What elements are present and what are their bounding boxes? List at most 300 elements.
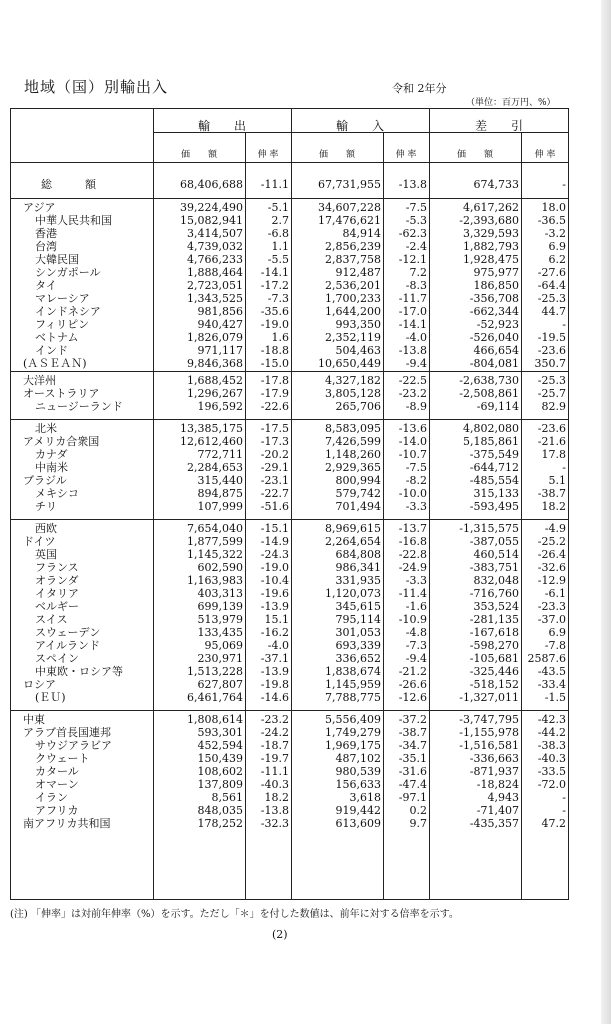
balance-rate: 82.9: [541, 400, 566, 413]
balance-value: -716,760: [469, 587, 519, 600]
import-value: 331,935: [335, 574, 381, 587]
balance-rate: 6.9: [548, 626, 566, 639]
export-value: 981,856: [197, 305, 243, 318]
export-rate: -14.1: [260, 266, 289, 279]
export-value: 602,590: [197, 561, 243, 574]
balance-value: -804,081: [469, 357, 519, 370]
export-rate: -40.3: [260, 778, 289, 791]
import-value: 4,327,182: [325, 374, 381, 387]
balance-rate: -25.3: [537, 374, 566, 387]
table-row: [11, 548, 568, 561]
import-rate: -12.1: [398, 253, 427, 266]
table-row: [11, 678, 568, 691]
table-row: [11, 266, 568, 279]
row-label: カタール: [35, 765, 79, 778]
balance-value: 4,802,080: [463, 422, 519, 435]
export-value: 1,688,452: [187, 374, 243, 387]
export-value: 15,082,941: [180, 214, 243, 227]
export-value: 1,888,464: [187, 266, 243, 279]
table-row: [11, 561, 568, 574]
balance-value: -644,712: [469, 461, 519, 474]
export-rate: 18.2: [264, 791, 289, 804]
import-rate: -7.5: [405, 461, 427, 474]
import-value: 34,607,228: [318, 201, 381, 214]
balance-rate: -3.2: [544, 227, 566, 240]
export-rate: -37.1: [260, 652, 289, 665]
balance-value: -1,315,575: [459, 522, 519, 535]
export-rate: -14.6: [260, 691, 289, 704]
header-export: 輸 出: [197, 119, 246, 133]
table-row: [11, 435, 568, 448]
import-rate: -8.2: [405, 474, 427, 487]
import-rate: -16.8: [398, 535, 427, 548]
row-label: イタリア: [35, 587, 79, 600]
export-value: 1,343,525: [187, 292, 243, 305]
balance-rate: -37.0: [537, 613, 566, 626]
import-rate: -12.6: [398, 691, 427, 704]
subheader-balance-value: 価 額: [456, 150, 493, 160]
row-label: ニュージーランド: [35, 400, 123, 413]
balance-rate: -25.7: [537, 387, 566, 400]
header-bottom-line: [11, 162, 568, 163]
import-value: 800,994: [335, 474, 381, 487]
import-value: 912,487: [335, 266, 381, 279]
row-label: スペイン: [35, 652, 79, 665]
export-value: 1,826,079: [187, 331, 243, 344]
balance-value: 466,654: [473, 344, 519, 357]
import-rate: -1.6: [405, 600, 427, 613]
table-row: [11, 739, 568, 752]
import-rate: -13.6: [398, 422, 427, 435]
row-label: 英国: [35, 548, 57, 561]
balance-value: -2,638,730: [459, 374, 519, 387]
export-rate: -32.3: [260, 817, 289, 830]
table-row: [11, 778, 568, 791]
export-rate: -11.1: [260, 765, 289, 778]
export-value: 513,979: [197, 613, 243, 626]
table-row: [11, 487, 568, 500]
import-rate: -3.3: [405, 574, 427, 587]
balance-rate: -36.5: [537, 214, 566, 227]
import-rate: -9.4: [405, 652, 427, 665]
export-value: 68,406,688: [180, 178, 243, 191]
export-value: 2,284,653: [187, 461, 243, 474]
export-rate: -19.8: [260, 678, 289, 691]
export-value: 894,875: [197, 487, 243, 500]
export-rate: -5.5: [267, 253, 289, 266]
balance-rate: -6.1: [544, 587, 566, 600]
export-rate: -18.7: [260, 739, 289, 752]
table-row: [11, 587, 568, 600]
row-label: アラブ首長国連邦: [23, 726, 111, 739]
table-row: [11, 665, 568, 678]
export-rate: -20.2: [260, 448, 289, 461]
import-value: 986,341: [335, 561, 381, 574]
import-value: 2,536,201: [325, 279, 381, 292]
export-value: 627,807: [197, 678, 243, 691]
import-value: 613,609: [335, 817, 381, 830]
export-rate: -17.9: [260, 387, 289, 400]
export-rate: 1.6: [271, 331, 289, 344]
balance-value: -356,708: [469, 292, 519, 305]
import-rate: 9.7: [409, 817, 427, 830]
balance-rate: -26.4: [537, 548, 566, 561]
balance-rate: -42.3: [537, 713, 566, 726]
import-rate: -47.4: [398, 778, 427, 791]
row-label: タイ: [35, 279, 57, 292]
table-row: [11, 227, 568, 240]
export-value: 1,513,228: [187, 665, 243, 678]
export-rate: -24.2: [260, 726, 289, 739]
section-rule: [11, 519, 568, 520]
row-label: スイス: [35, 613, 68, 626]
import-value: 1,700,233: [325, 292, 381, 305]
table-row: [11, 305, 568, 318]
balance-rate: -64.4: [537, 279, 566, 292]
import-rate: -10.0: [398, 487, 427, 500]
balance-value: -871,937: [469, 765, 519, 778]
table-row: [11, 178, 568, 191]
import-value: 504,463: [335, 344, 381, 357]
import-rate: -4.0: [405, 331, 427, 344]
export-rate: 2.7: [271, 214, 289, 227]
export-value: 4,739,032: [187, 240, 243, 253]
section-rule: [11, 371, 568, 372]
table-row: [11, 522, 568, 535]
balance-value: -1,155,978: [459, 726, 519, 739]
balance-value: 1,928,475: [463, 253, 519, 266]
balance-rate: -7.8: [544, 639, 566, 652]
export-rate: -15.0: [260, 357, 289, 370]
import-rate: -2.4: [405, 240, 427, 253]
import-value: 5,556,409: [325, 713, 381, 726]
export-rate: -14.9: [260, 535, 289, 548]
export-value: 39,224,490: [180, 201, 243, 214]
export-value: 178,252: [197, 817, 243, 830]
table-row: [11, 318, 568, 331]
balance-value: 1,882,793: [463, 240, 519, 253]
table-row: [11, 400, 568, 413]
import-value: 8,969,615: [325, 522, 381, 535]
balance-value: -518,152: [469, 678, 519, 691]
row-label: 中東欧・ロシア等: [35, 665, 123, 678]
balance-rate: -72.0: [537, 778, 566, 791]
balance-rate: 5.1: [548, 474, 566, 487]
export-value: 8,561: [211, 791, 243, 804]
table-row: [11, 626, 568, 639]
balance-rate: -33.5: [537, 765, 566, 778]
balance-rate: 6.2: [548, 253, 566, 266]
balance-value: 353,524: [473, 600, 519, 613]
balance-rate: -1.5: [544, 691, 566, 704]
import-rate: -97.1: [398, 791, 427, 804]
table-row: [11, 201, 568, 214]
table-row: [11, 422, 568, 435]
import-rate: -37.2: [398, 713, 427, 726]
import-value: 1,145,959: [325, 678, 381, 691]
export-rate: -7.3: [267, 292, 289, 305]
export-rate: -10.4: [260, 574, 289, 587]
import-value: 10,650,449: [318, 357, 381, 370]
import-value: 8,583,095: [325, 422, 381, 435]
import-value: 2,856,239: [325, 240, 381, 253]
balance-value: -526,040: [469, 331, 519, 344]
export-value: 9,846,368: [187, 357, 243, 370]
import-value: 3,618: [349, 791, 381, 804]
import-value: 693,339: [335, 639, 381, 652]
import-value: 1,749,279: [325, 726, 381, 739]
balance-value: 186,850: [473, 279, 519, 292]
import-value: 7,788,775: [325, 691, 381, 704]
import-value: 265,706: [335, 400, 381, 413]
balance-value: 674,733: [473, 178, 519, 191]
export-value: 315,440: [197, 474, 243, 487]
import-value: 2,264,654: [325, 535, 381, 548]
subheader-import-rate: 伸 率: [395, 150, 417, 160]
export-rate: -13.9: [260, 665, 289, 678]
table-row: [11, 765, 568, 778]
balance-rate: -23.6: [537, 422, 566, 435]
subheader-balance-rate: 伸 率: [534, 150, 556, 160]
export-value: 4,766,233: [187, 253, 243, 266]
section-rule: [11, 710, 568, 711]
import-value: 336,652: [335, 652, 381, 665]
balance-rate: -25.2: [537, 535, 566, 548]
row-label: 大韓民国: [35, 253, 79, 266]
table-row: [11, 652, 568, 665]
table-row: [11, 691, 568, 704]
import-rate: -10.9: [398, 613, 427, 626]
import-rate: -14.1: [398, 318, 427, 331]
export-rate: -24.3: [260, 548, 289, 561]
import-value: 487,102: [335, 752, 381, 765]
balance-value: -598,270: [469, 639, 519, 652]
balance-rate: -: [562, 178, 566, 191]
import-value: 84,914: [342, 227, 381, 240]
balance-rate: -23.3: [537, 600, 566, 613]
header-divider: [153, 132, 568, 133]
row-label: ベトナム: [35, 331, 79, 344]
import-value: 2,837,758: [325, 253, 381, 266]
balance-value: -3,747,795: [459, 713, 519, 726]
export-rate: -4.0: [267, 639, 289, 652]
subheader-export-rate: 伸 率: [257, 150, 279, 160]
import-rate: -23.2: [398, 387, 427, 400]
export-rate: -13.8: [260, 804, 289, 817]
table-row: [11, 374, 568, 387]
export-value: 6,461,764: [187, 691, 243, 704]
row-label: シンガポール: [35, 266, 101, 279]
balance-rate: -4.9: [544, 522, 566, 535]
balance-value: -18,824: [476, 778, 519, 791]
import-rate: -4.8: [405, 626, 427, 639]
balance-value: -325,446: [469, 665, 519, 678]
balance-value: 460,514: [473, 548, 519, 561]
table-row: [11, 474, 568, 487]
table-row: [11, 344, 568, 357]
balance-value: -71,407: [476, 804, 519, 817]
table-row: [11, 240, 568, 253]
table-row: [11, 461, 568, 474]
row-label: ロシア: [23, 678, 56, 691]
balance-value: -336,663: [469, 752, 519, 765]
balance-rate: 350.7: [534, 357, 566, 370]
balance-value: -662,344: [469, 305, 519, 318]
table-row: [11, 804, 568, 817]
row-label: ドイツ: [23, 535, 56, 548]
table-row: [11, 817, 568, 830]
header-import: 輸 入: [335, 119, 384, 133]
export-value: 1,163,983: [187, 574, 243, 587]
import-value: 345,615: [335, 600, 381, 613]
import-rate: -22.8: [398, 548, 427, 561]
header-balance: 差 引: [474, 119, 523, 133]
export-value: 403,313: [197, 587, 243, 600]
row-label: フィリピン: [35, 318, 90, 331]
import-value: 156,633: [335, 778, 381, 791]
row-label: アイルランド: [35, 639, 101, 652]
balance-value: 4,943: [487, 791, 519, 804]
export-value: 13,385,175: [180, 422, 243, 435]
balance-value: -167,618: [469, 626, 519, 639]
import-rate: -8.3: [405, 279, 427, 292]
table-row: [11, 357, 568, 370]
export-value: 108,602: [197, 765, 243, 778]
import-rate: -13.7: [398, 522, 427, 535]
row-label: カナダ: [35, 448, 68, 461]
import-rate: -21.2: [398, 665, 427, 678]
balance-rate: -27.6: [537, 266, 566, 279]
table-row: [11, 752, 568, 765]
export-value: 95,069: [204, 639, 243, 652]
table-row: [11, 331, 568, 344]
row-label: (ＡＳＥＡＮ): [23, 357, 87, 370]
row-label: イラン: [35, 791, 68, 804]
table-row: [11, 726, 568, 739]
row-label: サウジアラビア: [35, 739, 112, 752]
table-row: [11, 292, 568, 305]
import-value: 684,808: [335, 548, 381, 561]
export-rate: -35.6: [260, 305, 289, 318]
import-value: 1,644,200: [325, 305, 381, 318]
export-rate: -17.5: [260, 422, 289, 435]
row-label: 中南米: [35, 461, 68, 474]
import-rate: 7.2: [409, 266, 427, 279]
export-value: 137,809: [197, 778, 243, 791]
balance-rate: -12.9: [537, 574, 566, 587]
balance-rate: -32.6: [537, 561, 566, 574]
row-label: アフリカ: [35, 804, 79, 817]
balance-rate: 18.2: [541, 500, 566, 513]
balance-rate: -38.7: [537, 487, 566, 500]
row-label: 西欧: [35, 522, 57, 535]
export-value: 1,877,599: [187, 535, 243, 548]
row-label: チリ: [35, 500, 57, 513]
table-row: [11, 535, 568, 548]
import-value: 1,838,674: [325, 665, 381, 678]
balance-rate: -: [562, 804, 566, 817]
export-rate: -19.0: [260, 561, 289, 574]
table-row: [11, 448, 568, 461]
export-rate: 15.1: [264, 613, 289, 626]
import-rate: -13.8: [398, 344, 427, 357]
section-rule: [11, 419, 568, 420]
balance-value: 315,133: [473, 487, 519, 500]
balance-value: -2,393,680: [459, 214, 519, 227]
import-rate: -34.7: [398, 739, 427, 752]
export-value: 150,439: [197, 752, 243, 765]
balance-value: -485,554: [469, 474, 519, 487]
export-rate: 1.1: [271, 240, 289, 253]
period-label: 令和 2年分: [392, 82, 447, 95]
balance-value: -1,516,581: [459, 739, 519, 752]
row-label: クウェート: [35, 752, 90, 765]
export-value: 940,427: [197, 318, 243, 331]
balance-value: -52,923: [476, 318, 519, 331]
balance-rate: -25.3: [537, 292, 566, 305]
balance-value: -383,751: [469, 561, 519, 574]
export-rate: -11.1: [260, 178, 289, 191]
export-value: 12,612,460: [180, 435, 243, 448]
balance-rate: -: [562, 791, 566, 804]
balance-value: 4,617,262: [463, 201, 519, 214]
import-value: 1,969,175: [325, 739, 381, 752]
table-row: [11, 387, 568, 400]
page-number: (2): [272, 928, 288, 941]
export-rate: -22.6: [260, 400, 289, 413]
row-label: オランダ: [35, 574, 79, 587]
row-label: フランス: [35, 561, 79, 574]
page-edge-shadow: [601, 0, 611, 1024]
import-rate: -38.7: [398, 726, 427, 739]
balance-value: -281,135: [469, 613, 519, 626]
balance-value: 832,048: [473, 574, 519, 587]
import-value: 579,742: [335, 487, 381, 500]
export-rate: -19.7: [260, 752, 289, 765]
balance-rate: 2587.6: [527, 652, 566, 665]
export-rate: -23.2: [260, 713, 289, 726]
row-label: 大洋州: [23, 374, 56, 387]
export-rate: -6.8: [267, 227, 289, 240]
export-value: 3,414,507: [187, 227, 243, 240]
unit-label: （単位：百万円、%）: [466, 98, 556, 108]
row-label: インド: [35, 344, 68, 357]
export-rate: -17.3: [260, 435, 289, 448]
export-rate: -16.2: [260, 626, 289, 639]
row-label: (ＥＵ): [35, 691, 66, 704]
import-rate: -11.7: [398, 292, 427, 305]
export-rate: -29.1: [260, 461, 289, 474]
export-value: 2,723,051: [187, 279, 243, 292]
table-row: [11, 613, 568, 626]
export-value: 230,971: [197, 652, 243, 665]
export-rate: -15.1: [260, 522, 289, 535]
balance-rate: -40.3: [537, 752, 566, 765]
table-row: [11, 253, 568, 266]
import-rate: -7.3: [405, 639, 427, 652]
table-row: [11, 279, 568, 292]
import-value: 7,426,599: [325, 435, 381, 448]
row-label: 南アフリカ共和国: [23, 817, 111, 830]
table-row: [11, 639, 568, 652]
balance-rate: 6.9: [548, 240, 566, 253]
export-rate: -13.9: [260, 600, 289, 613]
import-value: 795,114: [335, 613, 381, 626]
import-rate: -13.8: [398, 178, 427, 191]
export-value: 1,296,267: [187, 387, 243, 400]
row-label: アジア: [23, 201, 56, 214]
row-label: マレーシア: [35, 292, 90, 305]
